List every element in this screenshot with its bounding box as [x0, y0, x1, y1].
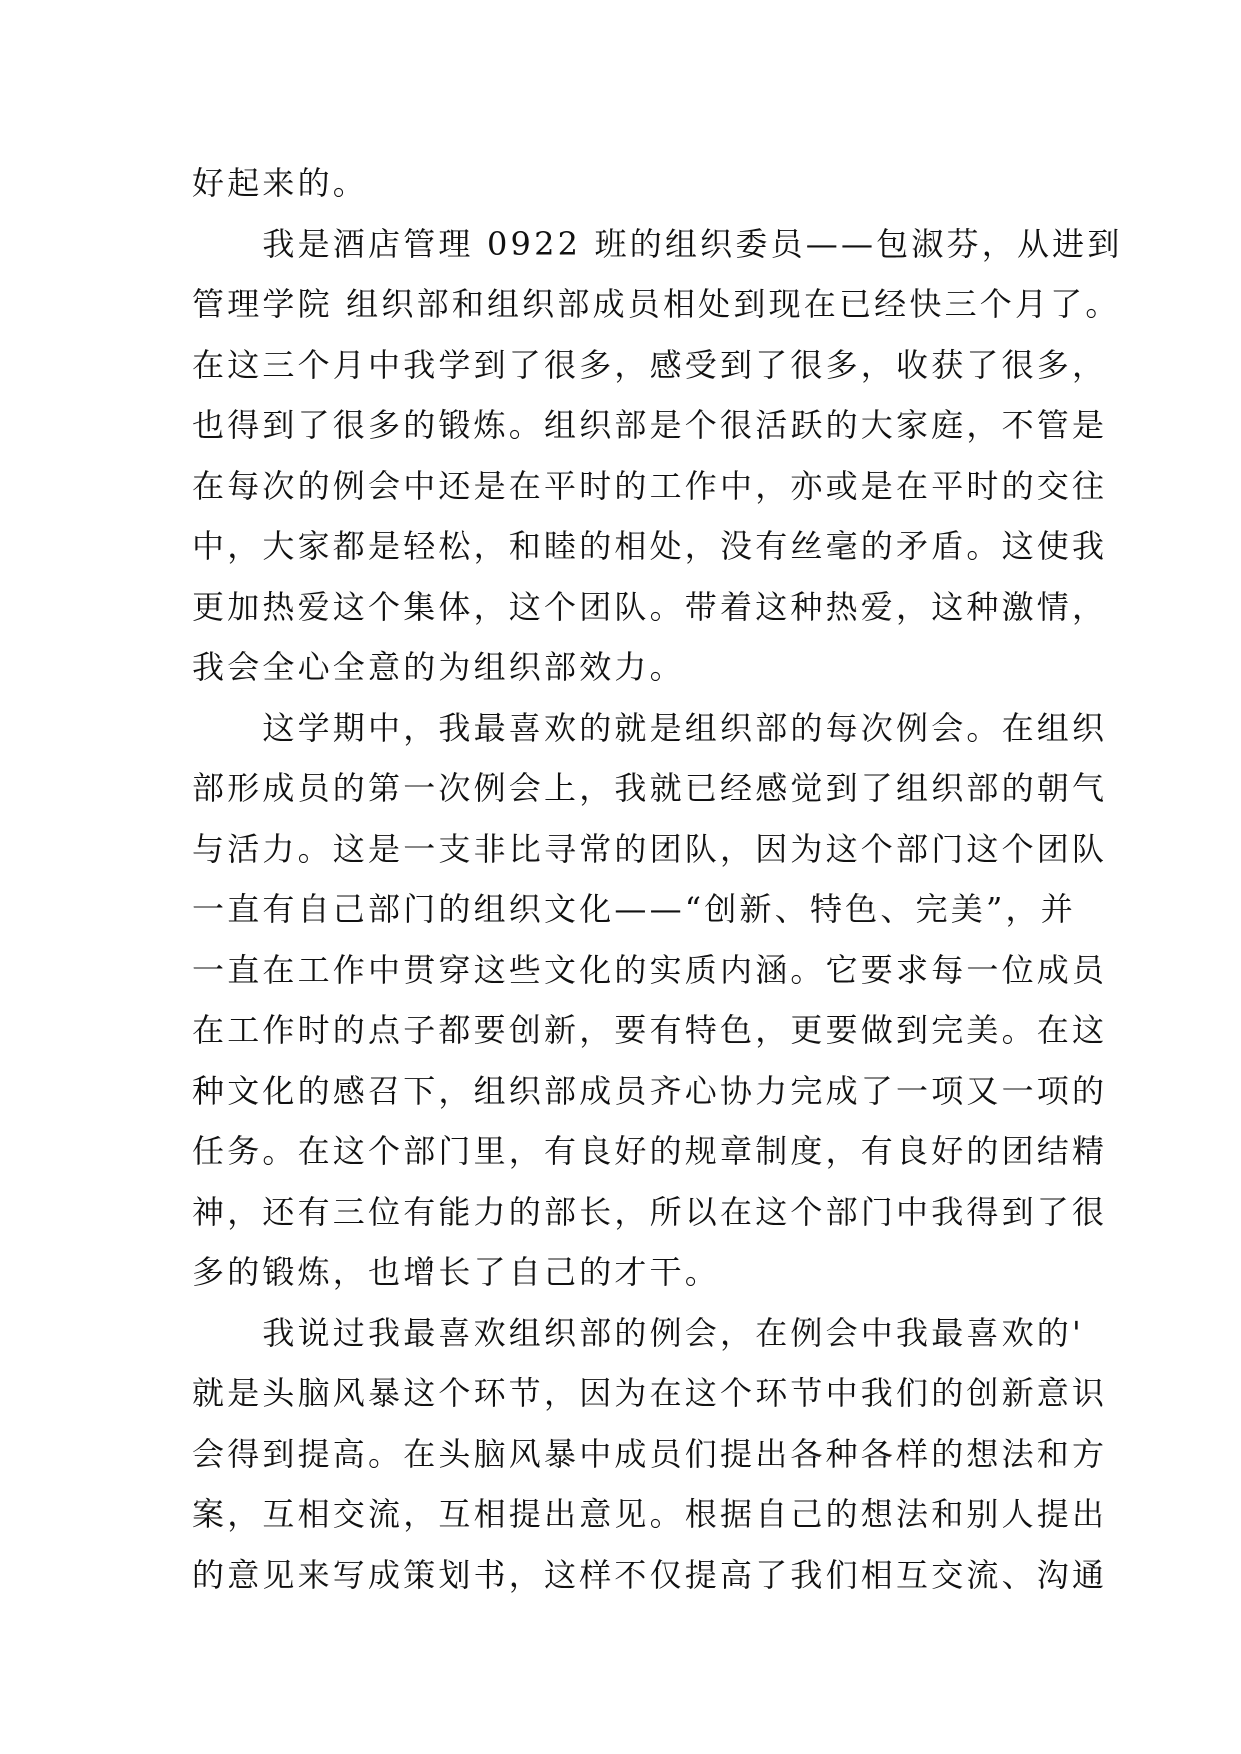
text-line: 好起来的。 — [192, 164, 369, 202]
text-line: 案，互相交流，互相提出意见。根据自己的想法和别人提出 — [192, 1495, 1108, 1533]
text-line: 会得到提高。在头脑风暴中成员们提出各种各样的想法和方 — [192, 1434, 1108, 1473]
text-line: 这学期中，我最喜欢的就是组织部的每次例会。在组织 — [192, 708, 1108, 747]
body-text — [192, 153, 1123, 1605]
text-line: 我是酒店管理 0922 班的组织委员——包淑芬，从进到 — [192, 224, 1123, 263]
text-line: 与活力。这是一支非比寻常的团队，因为这个部门这个团队 — [192, 829, 1108, 868]
text-line: 更加热爱这个集体，这个团队。带着这种热爱，这种激情， — [192, 587, 1108, 626]
text-line: 在工作时的点子都要创新，要有特色，更要做到完美。在这 — [192, 1011, 1108, 1049]
text-line: 的意见来写成策划书，这样不仅提高了我们相互交流、沟通 — [192, 1555, 1108, 1594]
text-line: 也得到了很多的锻炼。组织部是个很活跃的大家庭，不管是 — [192, 406, 1108, 444]
text-line: 部形成员的第一次例会上，我就已经感觉到了组织部的朝气 — [192, 769, 1108, 807]
text-line: 我说过我最喜欢组织部的例会，在例会中我最喜欢的' — [192, 1313, 1084, 1352]
text-line: 一直有自己部门的组织文化——“创新、特色、完美”，并 — [192, 890, 1076, 928]
text-line: 管理学院 组织部和组织部成员相处到现在已经快三个月了。 — [192, 285, 1121, 323]
text-line: 一直在工作中贯穿这些文化的实质内涵。它要求每一位成员 — [192, 950, 1108, 989]
text-line: 我会全心全意的为组织部效力。 — [192, 648, 685, 686]
text-line: 就是头脑风暴这个环节，因为在这个环节中我们的创新意识 — [192, 1374, 1108, 1412]
text-line: 神，还有三位有能力的部长，所以在这个部门中我得到了很 — [192, 1192, 1108, 1231]
text-line: 在这三个月中我学到了很多，感受到了很多，收获了很多， — [192, 345, 1108, 384]
text-line: 种文化的感召下，组织部成员齐心协力完成了一项又一项的 — [192, 1071, 1108, 1110]
text-line: 在每次的例会中还是在平时的工作中，亦或是在平时的交往 — [192, 466, 1108, 505]
text-line: 任务。在这个部门里，有良好的规章制度，有良好的团结精 — [192, 1132, 1108, 1170]
text-line: 多的锻炼，也增长了自己的才干。 — [192, 1253, 721, 1291]
text-line: 中，大家都是轻松，和睦的相处，没有丝毫的矛盾。这使我 — [192, 527, 1108, 565]
